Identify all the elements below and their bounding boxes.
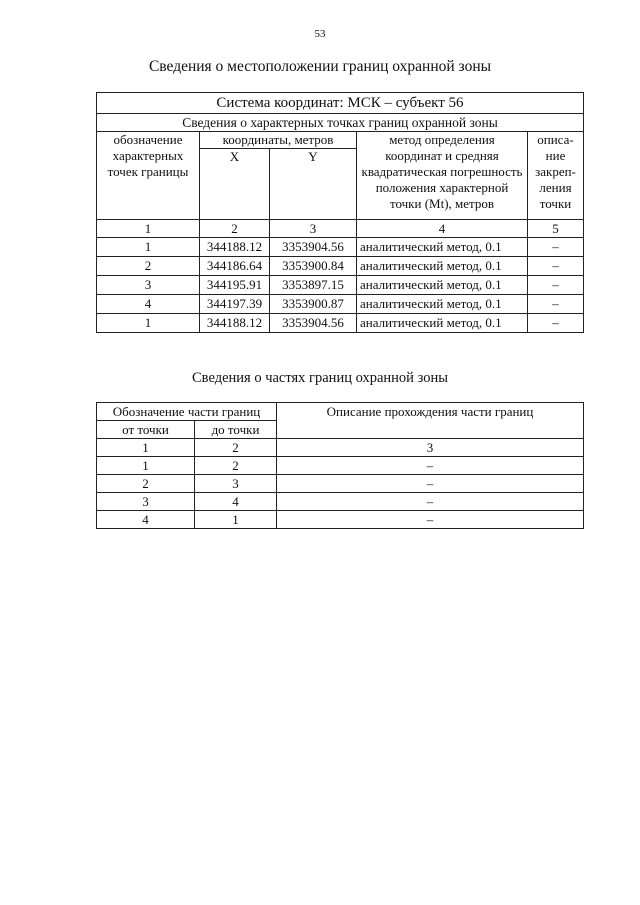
to-cell: 2 <box>195 457 277 475</box>
col-y-header: Y <box>270 149 357 220</box>
desc-cell: – <box>277 493 584 511</box>
section1-title: Сведения о местоположении границ охранной зоны <box>148 58 492 75</box>
coordinate-system-header: Система координат: МСК – субъект 56 <box>97 93 584 114</box>
method-cell: аналитический метод, 0.1 <box>357 257 528 276</box>
desc-cell: – <box>528 257 584 276</box>
col-desc-header: описа-ние закреп-ления точки <box>528 132 584 220</box>
page-number: 53 <box>314 28 326 40</box>
point-cell: 1 <box>97 314 200 333</box>
y-cell: 3353897.15 <box>270 276 357 295</box>
from-cell: 2 <box>97 475 195 493</box>
col-x-header: X <box>200 149 270 220</box>
table-row <box>97 295 584 314</box>
point-cell: 4 <box>97 295 200 314</box>
from-cell: 4 <box>97 511 195 529</box>
desc-cell: – <box>277 475 584 493</box>
index-cell: 4 <box>357 220 528 238</box>
table-row <box>97 511 584 529</box>
table-row <box>97 314 584 333</box>
y-cell: 3353904.56 <box>270 238 357 257</box>
table-row <box>97 493 584 511</box>
desc-cell: – <box>528 295 584 314</box>
method-cell: аналитический метод, 0.1 <box>357 238 528 257</box>
boundary-points-table <box>96 92 584 333</box>
table-row <box>97 457 584 475</box>
point-cell: 3 <box>97 276 200 295</box>
boundary-parts-table <box>96 402 584 529</box>
col-method-header: метод определения координат и средняя квадратическая погрешность положения характерной точки (Mt), метров <box>357 132 528 220</box>
table-row <box>97 257 584 276</box>
x-cell: 344188.12 <box>200 238 270 257</box>
x-cell: 344188.12 <box>200 314 270 333</box>
column-index-row <box>97 439 584 457</box>
method-cell: аналитический метод, 0.1 <box>357 314 528 333</box>
desc-cell: – <box>277 457 584 475</box>
desc-cell: – <box>528 238 584 257</box>
col-point-header: обозначение характерных точек границы <box>97 132 200 220</box>
col-coords-header: координаты, метров <box>200 132 357 149</box>
column-index-row <box>97 220 584 238</box>
point-cell: 1 <box>97 238 200 257</box>
col-part-desc-header: Описание прохождения части границ <box>277 403 584 439</box>
from-cell: 1 <box>97 457 195 475</box>
table-row <box>97 276 584 295</box>
col-to-header: до точки <box>195 421 277 439</box>
index-cell: 3 <box>270 220 357 238</box>
x-cell: 344195.91 <box>200 276 270 295</box>
desc-cell: – <box>528 276 584 295</box>
to-cell: 3 <box>195 475 277 493</box>
method-cell: аналитический метод, 0.1 <box>357 276 528 295</box>
x-cell: 344197.39 <box>200 295 270 314</box>
col-from-header: от точки <box>97 421 195 439</box>
x-cell: 344186.64 <box>200 257 270 276</box>
point-cell: 2 <box>97 257 200 276</box>
points-subheader: Сведения о характерных точках границ охранной зоны <box>97 114 584 132</box>
index-cell: 2 <box>195 439 277 457</box>
from-cell: 3 <box>97 493 195 511</box>
desc-cell: – <box>528 314 584 333</box>
desc-cell: – <box>277 511 584 529</box>
y-cell: 3353904.56 <box>270 314 357 333</box>
section2-title: Сведения о частях границ охранной зоны <box>192 370 448 386</box>
index-cell: 1 <box>97 439 195 457</box>
y-cell: 3353900.87 <box>270 295 357 314</box>
table-row <box>97 238 584 257</box>
to-cell: 4 <box>195 493 277 511</box>
table-row <box>97 475 584 493</box>
to-cell: 1 <box>195 511 277 529</box>
method-cell: аналитический метод, 0.1 <box>357 295 528 314</box>
y-cell: 3353900.84 <box>270 257 357 276</box>
index-cell: 2 <box>200 220 270 238</box>
index-cell: 5 <box>528 220 584 238</box>
index-cell: 3 <box>277 439 584 457</box>
col-part-header: Обозначение части границ <box>97 403 277 421</box>
index-cell: 1 <box>97 220 200 238</box>
